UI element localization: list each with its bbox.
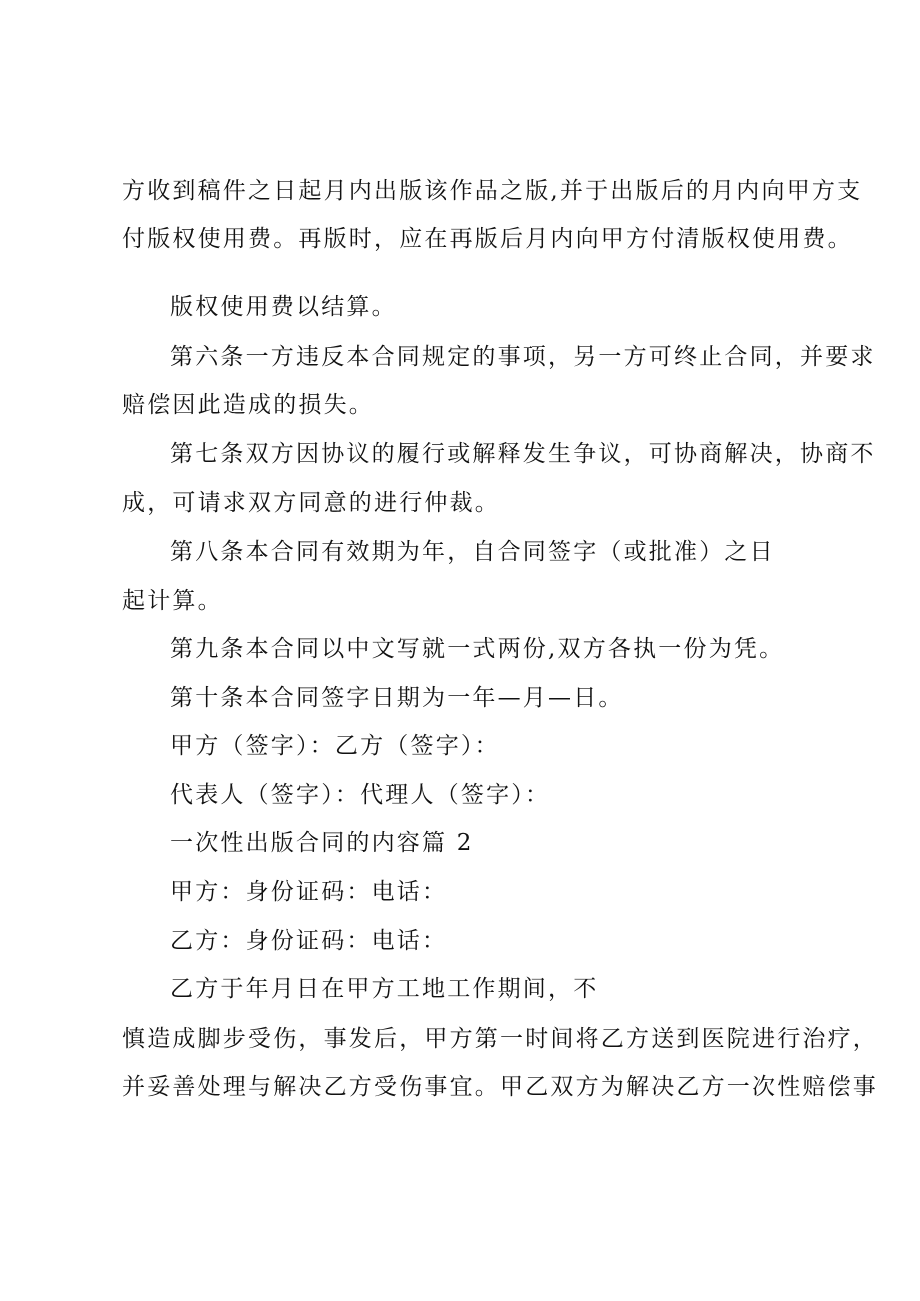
paragraph-line: 第七条双方因协议的履行或解释发生争议，可协商解决，协商不 [170,441,876,467]
paragraph-line: 赔偿因此造成的损失。 [122,392,374,418]
paragraph-line: 甲方：身份证码：电话： [170,879,448,905]
paragraph-line: 成，可请求双方同意的进行仲裁。 [122,490,500,516]
paragraph-line: 慎造成脚步受伤，事发后，甲方第一时间将乙方送到医院进行治疗， [122,1026,878,1052]
paragraph-line: 第九条本合同以中文写就一式两份,双方各执一份为凭。 [170,636,785,662]
paragraph-line: 第十条本合同签字日期为一年—月—日。 [170,685,624,711]
paragraph-line: 版权使用费以结算。 [170,294,397,320]
section-heading: 一次性出版合同的内容篇 2 [170,830,474,856]
paragraph-line: 付版权使用费。再版时，应在再版后月内向甲方付清版权使用费。 [122,226,853,252]
paragraph-line: 甲方（签字）：乙方（签字）： [170,733,500,759]
paragraph-line: 乙方：身份证码：电话： [170,928,448,954]
paragraph-line: 第六条一方违反本合同规定的事项，另一方可终止合同，并要求 [170,344,876,370]
paragraph-line: 第八条本合同有效期为年，自合同签字（或批准）之日 [170,539,775,565]
paragraph-line: 代表人（签字）：代理人（签字）： [170,782,551,808]
paragraph-line: 方收到稿件之日起月内出版该作品之版,并于出版后的月内向甲方支 [122,178,863,204]
paragraph-line: 乙方于年月日在甲方工地工作期间，不 [170,976,599,1002]
paragraph-line: 起计算。 [122,588,223,614]
paragraph-line: 并妥善处理与解决乙方受伤事宜。甲乙双方为解决乙方一次性赔偿事 [122,1074,878,1100]
